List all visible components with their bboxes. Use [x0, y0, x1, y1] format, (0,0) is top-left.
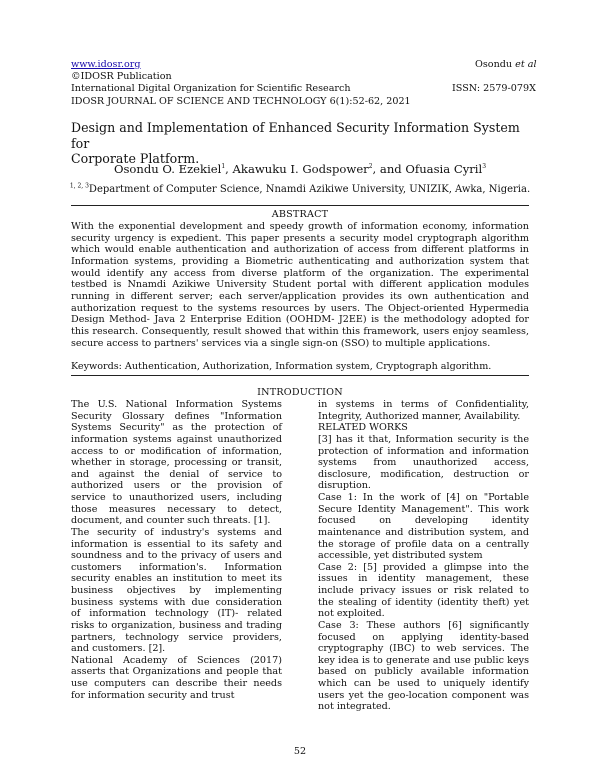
keywords: Keywords: Authentication, Authorization, Information system, Cryptograph algorithm.: [71, 361, 492, 372]
left-text-column: [71, 399, 282, 701]
body-paragraph: [3] has it that, Information security is the protection of information and information systems from unauthorized access, disclosure, modification, destruction or disruption.: [318, 433, 529, 492]
body-paragraph: The security of industry's systems and information is essential to its safety and soundness and to the privacy of users and customers information's. Information security enables an institution to meet its business objectives by implementing business systems with due consideration of information technology (IT)- related risks to organization, business and trading partners, technology service providers, and customers. [2].: [71, 526, 282, 655]
abstract-body: With the exponential development and speedy growth of information economy, information security urgency is expedient. This paper presents a security model cryptograph algorithm which would enable authentication and authorization of access from different platforms in Information systems, providing a Biometric authenticating and authorization system that would identify any access from diverse platform of the organization. The experimental testbed is Nnamdi Azikiwe University Student portal with different application modules running in different server; each server/application provides its own authentication and authorization request to the systems resources by users. The Object-oriented Hypermedia Design Method- Java 2 Enterprise Edition (OOHDM- J2EE) is the methodology adopted for this research. Consequently, result showed that within this framework, users enjoy seamless, secure access to partners' services via a single sign-on (SSO) to multiple applications.: [71, 221, 529, 349]
body-paragraph: Case 2: [5] provided a glimpse into the issues in identity management, these include privacy issues or risk related to the stealing of identity (identity theft) yet not exploited.: [318, 561, 529, 620]
abstract-heading: ABSTRACT: [271, 209, 329, 220]
body-paragraph: Case 3: These authors [6] significantly focused on applying identity-based cryptography (IBC) to web services. The key idea is to generate and use public keys based on publicly available information which can be used to uniquely identify users yet the geo-location component was not integrated.: [318, 619, 529, 713]
author-name: Ofuasia Cyril: [405, 162, 483, 176]
author-separator: ,: [225, 162, 233, 176]
abstract-bottom-rule: [71, 375, 529, 376]
affiliation: [0, 184, 600, 196]
running-author-name: Osondu: [475, 59, 513, 70]
author-affiliation-mark: 1: [221, 163, 226, 171]
introduction-heading: INTRODUCTION: [257, 387, 343, 398]
author-list: [0, 162, 600, 176]
body-paragraph: The U.S. National Information Systems Security Glossary defines "Information Systems Security" as the protection of information systems against unauthorized access to or modification of information, whether in storage, processing or transit, and against the denial of service to authorized users or the provision of service to unauthorized users, including those measures necessary to detect, document, and counter such threats. [1].: [71, 399, 282, 527]
title-line-2: Corporate Platform.: [71, 151, 200, 166]
journal-citation-line: IDOSR JOURNAL OF SCIENCE AND TECHNOLOGY 6(1):52-62, 2021: [71, 96, 411, 107]
body-paragraph: National Academy of Sciences (2017) asserts that Organizations and people that use computers can describe their needs for information security and trust: [71, 654, 282, 701]
abstract-top-rule: [71, 205, 529, 206]
running-head-author: [475, 59, 537, 71]
body-paragraph: in systems in terms of Confidentiality, Integrity, Authorized manner, Availability.: [318, 399, 529, 422]
body-paragraph: Case 1: In the work of [4] on "Portable Secure Identity Management". This work focused on developing identity maintenance and distribution system, and the storage of profile data on a centrally accessible, yet distributed system: [318, 492, 529, 562]
title-line-1: Design and Implementation of Enhanced Security Information System for: [71, 120, 520, 151]
affiliation-text: Department of Computer Science, Nnamdi Azikiwe University, UNIZIK, Awka, Nigeria.: [88, 184, 531, 195]
organization-line: International Digital Organization for Scientific Research: [71, 83, 351, 94]
related-works-heading: RELATED WORKS: [318, 422, 408, 434]
author-affiliation-mark: 2: [368, 163, 373, 171]
page-number: 52: [293, 746, 307, 757]
author-name: Akawuku I. Godspower: [232, 162, 369, 176]
publisher-line: ©IDOSR Publication: [71, 71, 172, 82]
author-name: Osondu O. Ezekiel: [113, 162, 222, 176]
issn-line: ISSN: 2579-079X: [452, 83, 536, 94]
affiliation-marks: 1, 2, 3: [69, 182, 89, 190]
running-author-etal: et al: [515, 59, 537, 70]
journal-url-link[interactable]: www.idosr.org: [71, 59, 141, 70]
right-text-column: [318, 399, 529, 713]
paper-title: [71, 120, 541, 167]
author-affiliation-mark: 3: [482, 163, 487, 171]
author-separator: , and: [372, 162, 406, 176]
